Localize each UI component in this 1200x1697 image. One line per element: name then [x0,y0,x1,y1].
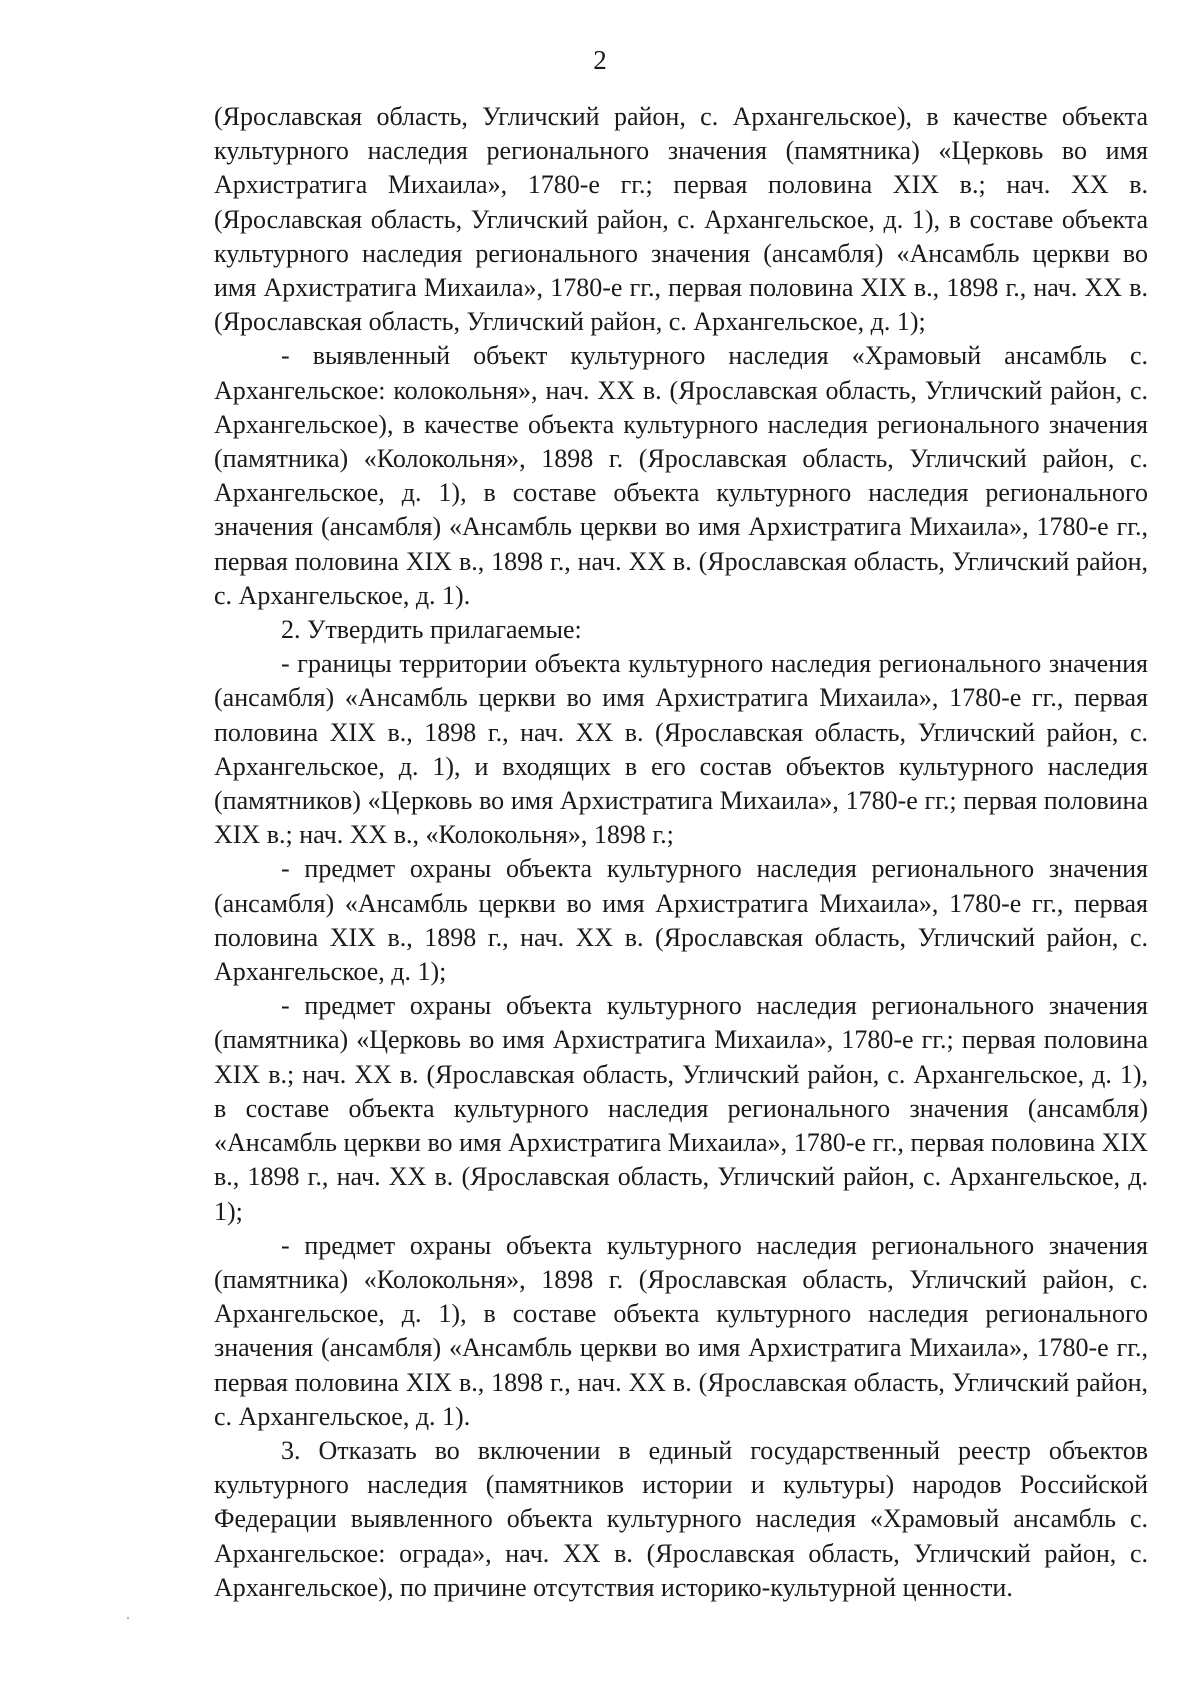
list-item-protection-subject-bell-tower: - предмет охраны объекта культурного наследия регионального значения (памятника) «Колокольня», 1898 г. (Ярославская область, Угличский район, с. Архангельское, д. 1), в составе объекта культурного наследия регионального значения (ансамбля) «Ансамбль церкви во имя Архистратига Михаила», 1780-е гг., первая половина XIX в., 1898 г., нач. XX в. (Ярославская область, Угличский район, с. Архангельское, д. 1). [214,1230,1148,1431]
clause-3-refusal: 3. Отказать во включении в единый государственный реестр объектов культурного наследия (памятников истории и культуры) народов Российской Федерации выявленного объекта культурного наследия «Храмовый ансамбль с. Архангельское: ограда», нач. XX в. (Ярославская область, Угличский район, с. Архангельское), по причине отсутствия историко-культурной ценности. [214,1435,1148,1602]
list-item-protection-subject-ensemble: - предмет охраны объекта культурного наследия регионального значения (ансамбля) «Ансамбль церкви во имя Архистратига Михаила», 1780-е гг., первая половина XIX в., 1898 г., нач. XX в. (Ярославская область, Угличский район, с. Архангельское, д. 1); [214,854,1148,987]
scan-artifact-dot [127,1617,129,1619]
list-item-territory-boundaries: - границы территории объекта культурного наследия регионального значения (ансамбля) «Ансамбль церкви во имя Архистратига Михаила», 1780-е гг., первая половина XIX в., 1898 г., нач. XX в. (Ярославская область, Угличский район, с. Архангельское, д. 1), и входящих в его состав объектов культурного наследия (памятников) «Церковь во имя Архистратига Михаила», 1780-е гг.; первая половина XIX в.; нач. XX в., «Колокольня», 1898 г.; [214,649,1148,850]
clause-2-heading: 2. Утвердить прилагаемые: [281,615,582,645]
list-item-protection-subject-church: - предмет охраны объекта культурного наследия регионального значения (памятника) «Церковь во имя Архистратига Михаила», 1780-е гг.; первая половина XIX в.; нач. XX в. (Ярославская область, Угличский район, с. Архангельское, д. 1), в составе объекта культурного наследия регионального значения (ансамбля) «Ансамбль церкви во имя Архистратига Михаила», 1780-е гг., первая половина XIX в., 1898 г., нач. XX в. (Ярославская область, Угличский район, с. Архангельское, д. 1); [214,991,1148,1226]
list-item-identified-object-bell-tower: - выявленный объект культурного наследия «Храмовый ансамбль с. Архангельское: колокольня», нач. XX в. (Ярославская область, Угличский район, с. Архангельское), в качестве объекта культурного наследия регионального значения (памятника) «Колокольня», 1898 г. (Ярославская область, Угличский район, с. Архангельское, д. 1), в составе объекта культурного наследия регионального значения (ансамбля) «Ансамбль церкви во имя Архистратига Михаила», 1780-е гг., первая половина XIX в., 1898 г., нач. XX в. (Ярославская область, Угличский район, с. Архангельское, д. 1). [214,341,1148,610]
page-number: 2 [593,45,607,75]
paragraph-continuation: (Ярославская область, Угличский район, с. Архангельское), в качестве объекта культурного наследия регионального значения (памятника) «Церковь во имя Архистратига Михаила», 1780-е гг.; первая половина XIX в.; нач. XX в. (Ярославская область, Угличский район, с. Архангельское, д. 1), в составе объекта культурного наследия регионального значения (ансамбля) «Ансамбль церкви во имя Архистратига Михаила», 1780-е гг., первая половина XIX в., 1898 г., нач. XX в. (Ярославская область, Угличский район, с. Архангельское, д. 1); [214,102,1148,337]
document-body [214,100,1148,1605]
